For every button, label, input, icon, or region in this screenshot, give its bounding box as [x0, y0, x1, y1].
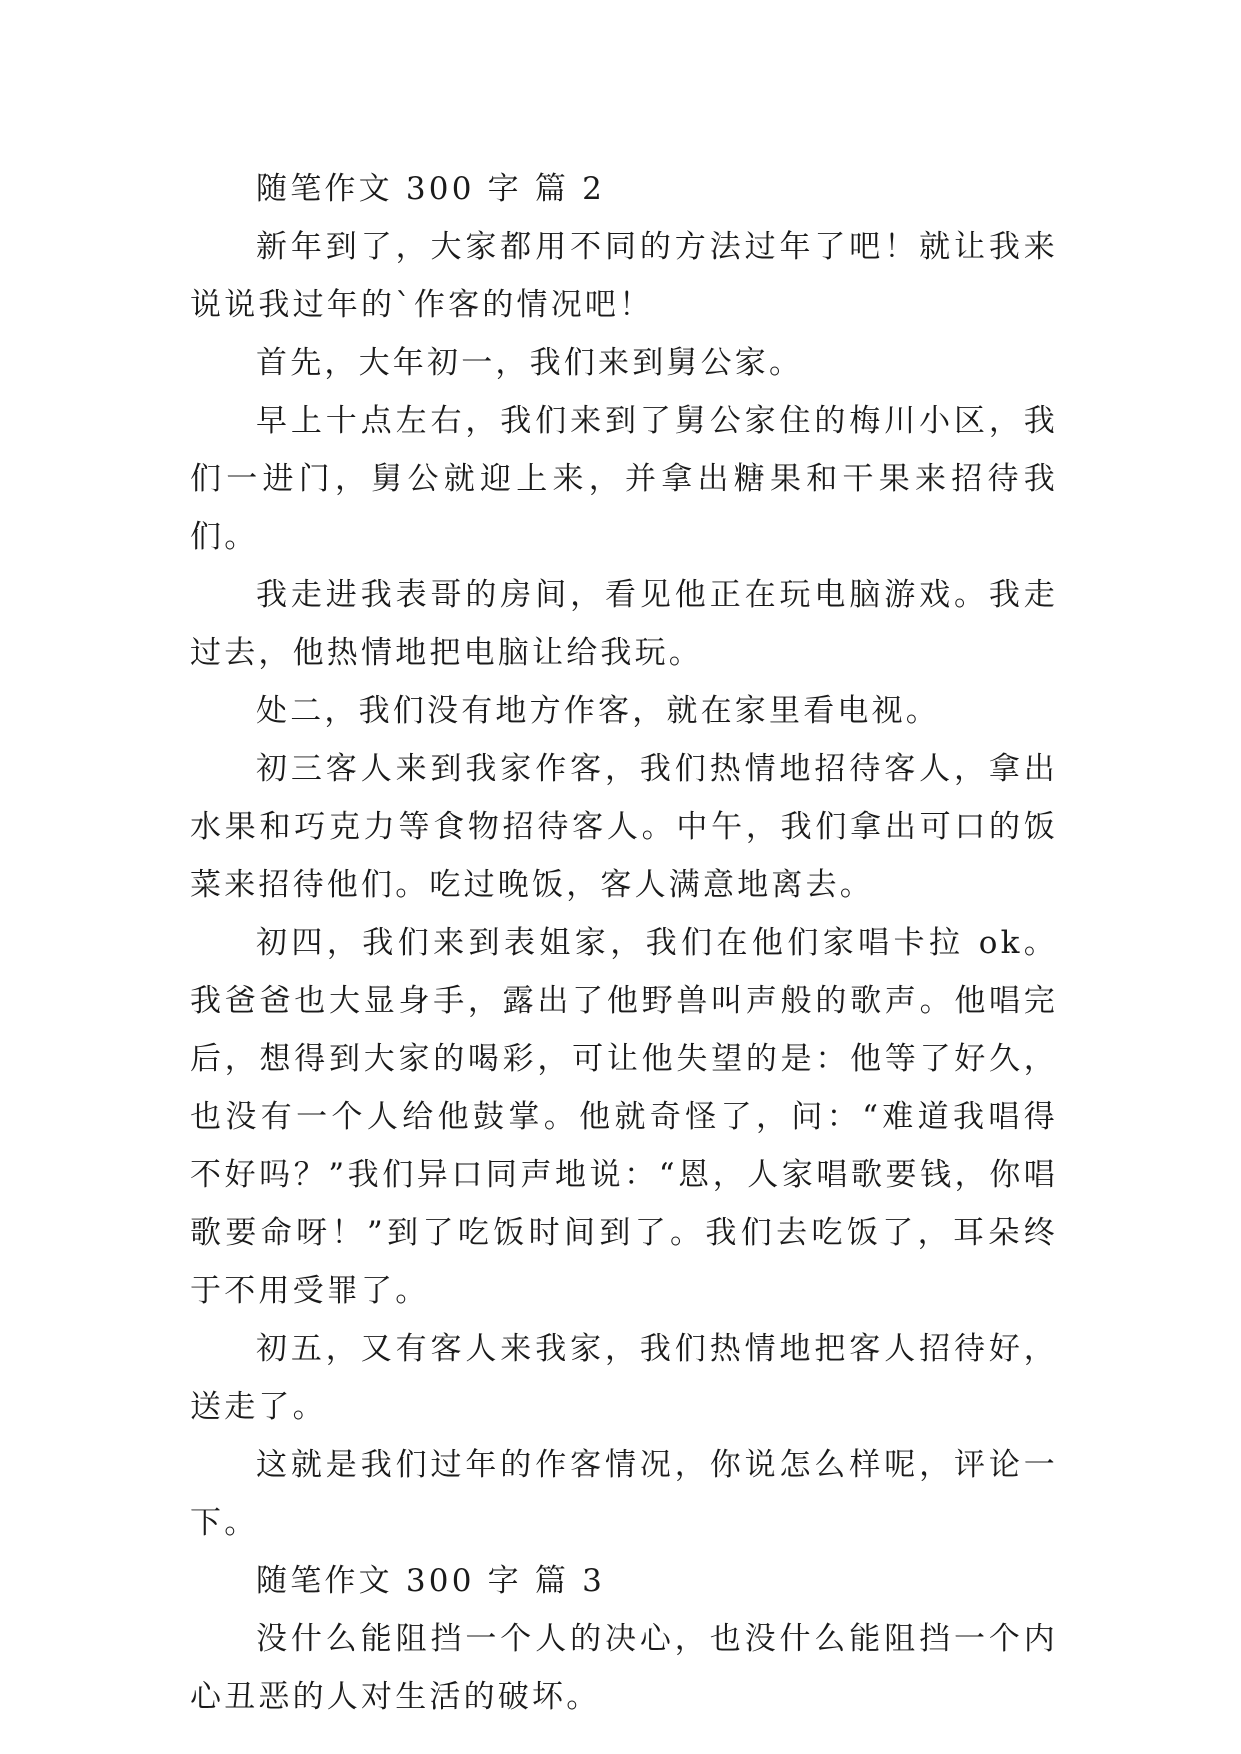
- document-body: [190, 160, 1058, 1726]
- paragraph: 初五，又有客人来我家，我们热情地把客人招待好，送走了。: [190, 1331, 1058, 1425]
- section-heading: 随笔作文 300 字 篇 3: [256, 1563, 606, 1599]
- paragraph: 早上十点左右，我们来到了舅公家住的梅川小区，我们一进门，舅公就迎上来，并拿出糖果和干果来招待我们。: [190, 403, 1058, 555]
- paragraph: 这就是我们过年的作客情况，你说怎么样呢，评论一下。: [190, 1447, 1058, 1541]
- section-heading: 随笔作文 300 字 篇 2: [256, 171, 606, 207]
- paragraph: 处二，我们没有地方作客，就在家里看电视。: [256, 693, 940, 729]
- paragraph: 初三客人来到我家作客，我们热情地招待客人，拿出水果和巧克力等食物招待客人。中午，我们拿出可口的饭菜来招待他们。吃过晚饭，客人满意地离去。: [190, 751, 1058, 903]
- paragraph: 没什么能阻挡一个人的决心，也没什么能阻挡一个内心丑恶的人对生活的破坏。: [190, 1621, 1058, 1715]
- paragraph: 初四，我们来到表姐家，我们在他们家唱卡拉 ok。我爸爸也大显身手，露出了他野兽叫声般的歌声。他唱完后，想得到大家的喝彩，可让他失望的是：他等了好久，也没有一个人给他鼓掌。他就奇怪了，问：“难道我唱得不好吗？”我们异口同声地说：“恩，人家唱歌要钱，你唱歌要命呀！”到了吃饭时间到了。我们去吃饭了，耳朵终于不用受罪了。: [190, 925, 1058, 1309]
- paragraph: 首先，大年初一，我们来到舅公家。: [256, 345, 804, 381]
- paragraph: 我走进我表哥的房间，看见他正在玩电脑游戏。我走过去，他热情地把电脑让给我玩。: [190, 577, 1058, 671]
- paragraph: 新年到了，大家都用不同的方法过年了吧！就让我来说说我过年的`作客的情况吧！: [190, 229, 1058, 323]
